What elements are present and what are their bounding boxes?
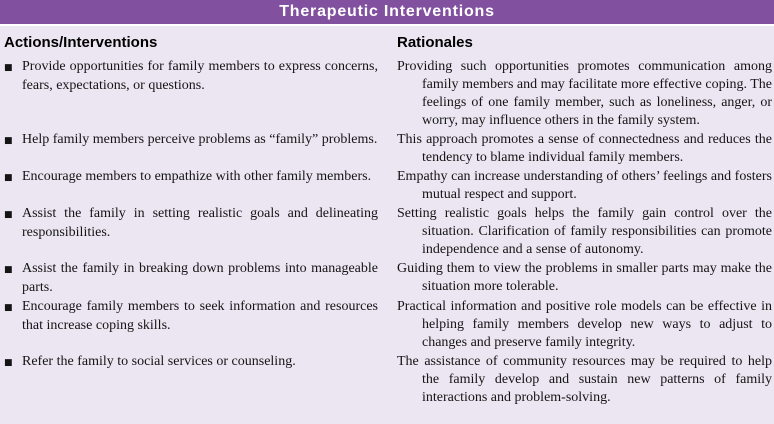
action-text: Provide opportunities for family members to express concerns, fears, expectations, or questions. <box>22 59 378 93</box>
table-row <box>4 131 772 168</box>
table-content <box>0 26 774 408</box>
action-text: Assist the family in breaking down problems into manageable parts. <box>22 261 378 295</box>
rationale-cell <box>397 205 772 260</box>
action-cell <box>4 260 397 298</box>
rationale-text: Setting realistic goals helps the family gain control over the situation. Clarification of family responsibilities can promote independence and a sense of autonomy. <box>397 206 772 257</box>
action-text: Assist the family in setting realistic goals and delineating responsibilities. <box>22 206 378 240</box>
table-row <box>4 260 772 298</box>
rationale-cell <box>397 168 772 205</box>
action-text: Encourage family members to seek information and resources that increase coping skills. <box>22 299 378 333</box>
bullet-square-icon: ■ <box>4 173 13 183</box>
action-cell <box>4 168 397 205</box>
column-header-actions: Actions/Interventions <box>4 34 158 51</box>
rationale-text: This approach promotes a sense of connectedness and reduces the tendency to blame individual family members. <box>397 132 772 165</box>
table-row <box>4 298 772 353</box>
rationale-cell <box>397 353 772 408</box>
action-item <box>4 58 378 95</box>
rationale-text: Providing such opportunities promotes communication among family members and may facilitate more effective coping. The feelings of one family member, such as loneliness, anger, or worry, may influence others in the family system. <box>397 59 772 128</box>
rationale-cell <box>397 131 772 168</box>
rationale-text: Guiding them to view the problems in smaller parts may make the situation more tolerable. <box>397 261 772 294</box>
table-row <box>4 58 772 131</box>
rationale-cell <box>397 260 772 298</box>
bullet-square-icon: ■ <box>4 210 13 220</box>
interventions-table <box>4 26 772 408</box>
rationale-cell <box>397 298 772 353</box>
action-cell <box>4 58 397 131</box>
action-text: Refer the family to social services or counseling. <box>22 354 296 369</box>
action-text: Help family members perceive problems as “family” problems. <box>22 132 378 147</box>
bullet-square-icon: ■ <box>4 303 13 313</box>
action-item <box>4 131 378 150</box>
table-row <box>4 168 772 205</box>
column-header-rationales: Rationales <box>397 34 473 51</box>
action-cell <box>4 131 397 168</box>
rationale-cell <box>397 58 772 131</box>
bullet-square-icon: ■ <box>4 63 13 73</box>
action-item <box>4 353 378 372</box>
action-text: Encourage members to empathize with other family members. <box>22 169 372 184</box>
action-item <box>4 205 378 242</box>
column-header-row <box>4 26 772 58</box>
action-item <box>4 298 378 335</box>
rationale-text: Practical information and positive role models can be effective in helping family members develop new ways to adjust to changes and preserve family integrity. <box>397 299 772 350</box>
action-cell <box>4 353 397 408</box>
bullet-square-icon: ■ <box>4 136 13 146</box>
table-row <box>4 353 772 408</box>
action-cell <box>4 205 397 260</box>
rationale-text: Empathy can increase understanding of others’ feelings and fosters mutual respect and support. <box>397 169 772 202</box>
action-item <box>4 260 378 297</box>
table-title-bar <box>0 0 774 26</box>
rationale-text: The assistance of community resources may be required to help the family develop and sustain new patterns of family interactions and problem-solving. <box>397 354 772 405</box>
table-row <box>4 205 772 260</box>
bullet-square-icon: ■ <box>4 265 13 275</box>
action-cell <box>4 298 397 353</box>
bullet-square-icon: ■ <box>4 358 13 368</box>
action-item <box>4 168 378 187</box>
table-title: Therapeutic Interventions <box>279 3 495 20</box>
